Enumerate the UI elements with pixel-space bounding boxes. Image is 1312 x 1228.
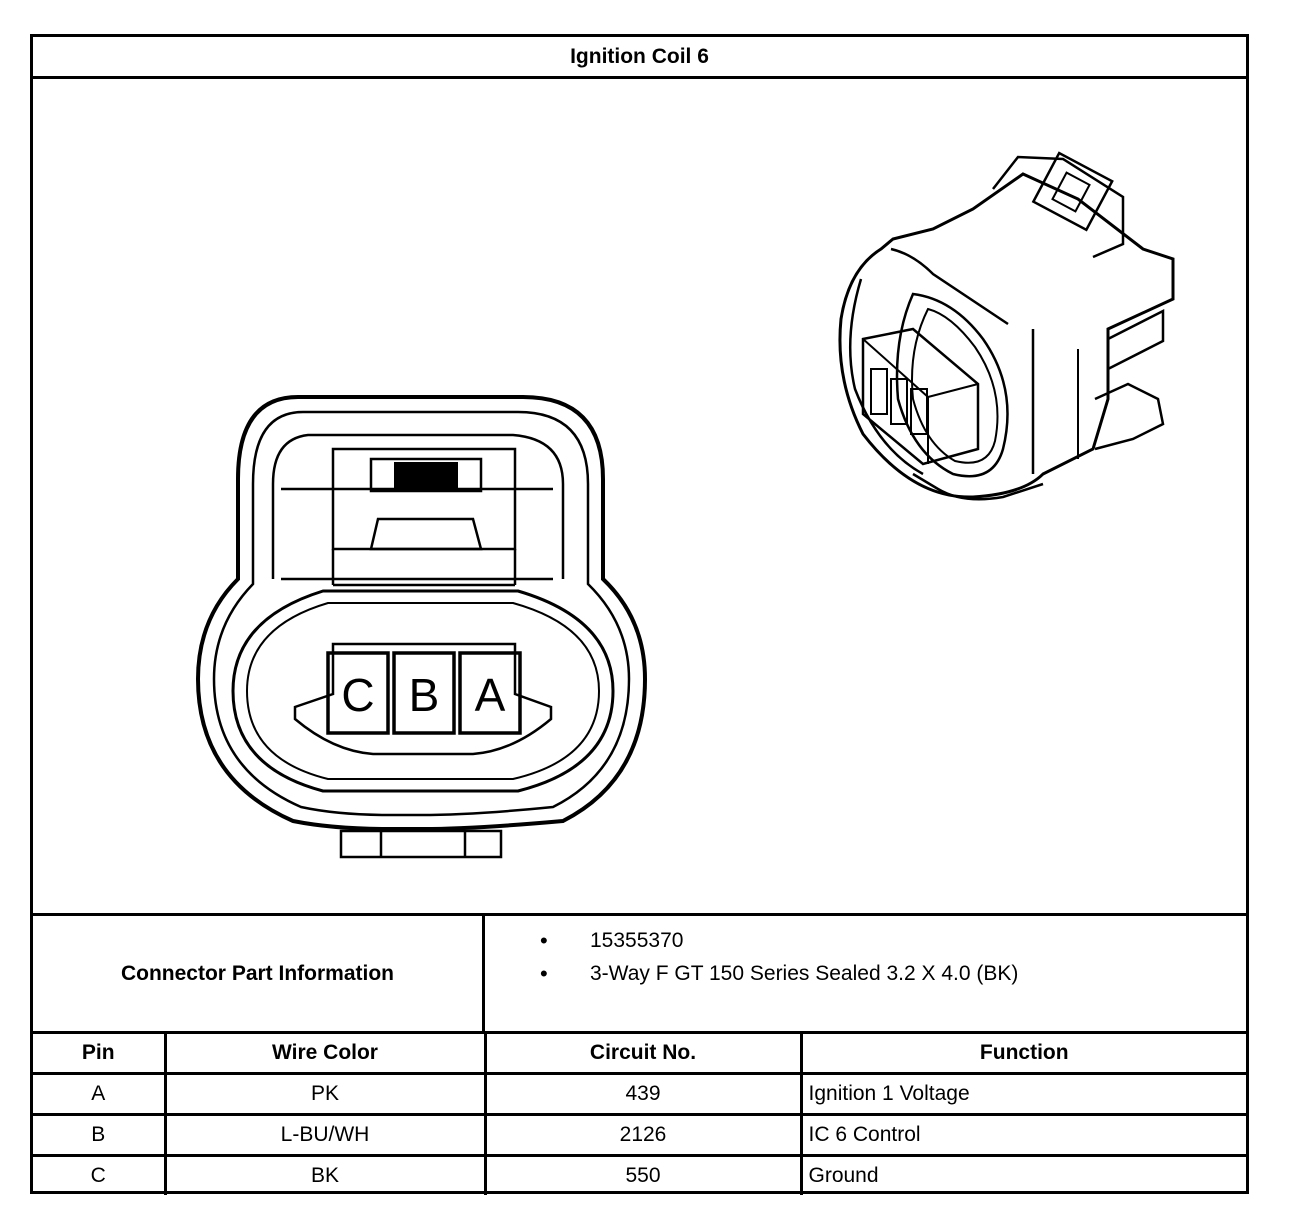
function-cell: Ignition 1 Voltage bbox=[801, 1074, 1246, 1115]
circuit-cell: 439 bbox=[485, 1074, 801, 1115]
circuit-cell: 2126 bbox=[485, 1115, 801, 1156]
header-pin: Pin bbox=[33, 1033, 165, 1074]
part-info-label: Connector Part Information bbox=[33, 916, 485, 1031]
pin-label: B bbox=[408, 669, 440, 721]
pin-cell: B bbox=[33, 1115, 165, 1156]
header-wire-color: Wire Color bbox=[165, 1033, 485, 1074]
part-description: • 3-Way F GT 150 Series Sealed 3.2 X 4.0 (BK) bbox=[485, 957, 1018, 990]
function-cell: Ground bbox=[801, 1156, 1246, 1196]
connector-figure bbox=[33, 79, 1246, 913]
wire-color-cell: BK bbox=[165, 1156, 485, 1196]
connector-part-information bbox=[33, 913, 1246, 1031]
connector-isometric-view bbox=[840, 153, 1173, 499]
pin-table-header bbox=[33, 1033, 1246, 1074]
header-function: Function bbox=[801, 1033, 1246, 1074]
wire-color-cell: L-BU/WH bbox=[165, 1115, 485, 1156]
circuit-cell: 550 bbox=[485, 1156, 801, 1196]
pin-label: A bbox=[474, 669, 506, 721]
pin-cell: C bbox=[33, 1156, 165, 1196]
table-row bbox=[33, 1074, 1246, 1115]
function-cell: IC 6 Control bbox=[801, 1115, 1246, 1156]
connector-face-view bbox=[198, 397, 645, 857]
header-circuit-no: Circuit No. bbox=[485, 1033, 801, 1074]
diagram-title: Ignition Coil 6 bbox=[33, 37, 1246, 79]
pin-cell: A bbox=[33, 1074, 165, 1115]
table-row bbox=[33, 1156, 1246, 1196]
table-row bbox=[33, 1115, 1246, 1156]
connector-sheet bbox=[30, 34, 1249, 1194]
pin-table bbox=[33, 1031, 1246, 1195]
pin-label: C bbox=[341, 669, 375, 721]
wire-color-cell: PK bbox=[165, 1074, 485, 1115]
pin-labels bbox=[341, 669, 505, 721]
part-info-list bbox=[485, 924, 1018, 990]
part-number: • 15355370 bbox=[485, 924, 1018, 957]
